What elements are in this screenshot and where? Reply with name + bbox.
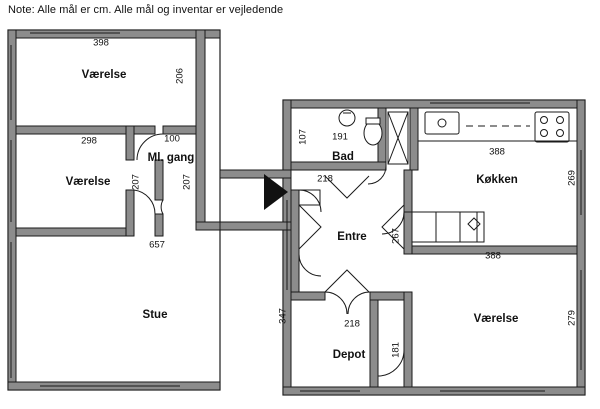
corridor-connector: [220, 170, 291, 230]
dimension-label: 298: [81, 135, 97, 147]
dimension-label: 388: [485, 250, 501, 262]
room-label: Stue: [142, 309, 168, 321]
room-label: Værelse: [65, 176, 111, 188]
room-label: Ml. gang: [147, 152, 195, 164]
dimension-label: 657: [149, 239, 165, 251]
room-label: Bad: [332, 151, 354, 163]
dimension-label: 218: [344, 318, 360, 330]
dimension-label: 269: [566, 170, 578, 186]
dimension-label: 107: [297, 129, 309, 145]
plan-note: Note: Alle mål er cm. Alle mål og inventar er vejledende: [8, 4, 284, 16]
left-unit-outline: [8, 30, 220, 390]
dimension-label: 207: [130, 174, 142, 190]
dimension-label: 347: [277, 308, 289, 324]
dimension-label: 218: [317, 173, 333, 185]
dimension-label: 207: [181, 174, 193, 190]
dimension-label: 206: [174, 68, 186, 84]
room-label: Depot: [332, 349, 366, 361]
room-label: Værelse: [473, 313, 519, 325]
dimension-label: 181: [390, 342, 402, 358]
dimension-label: 100: [164, 133, 180, 145]
dimension-label: 398: [93, 37, 109, 49]
room-label: Køkken: [476, 174, 518, 186]
dimension-label: 279: [566, 310, 578, 326]
dimension-label: 388: [489, 146, 505, 158]
room-label: Værelse: [81, 69, 127, 81]
room-label: Entre: [337, 231, 367, 243]
dimension-label: 267: [390, 228, 402, 244]
dimension-label: 191: [332, 131, 348, 143]
